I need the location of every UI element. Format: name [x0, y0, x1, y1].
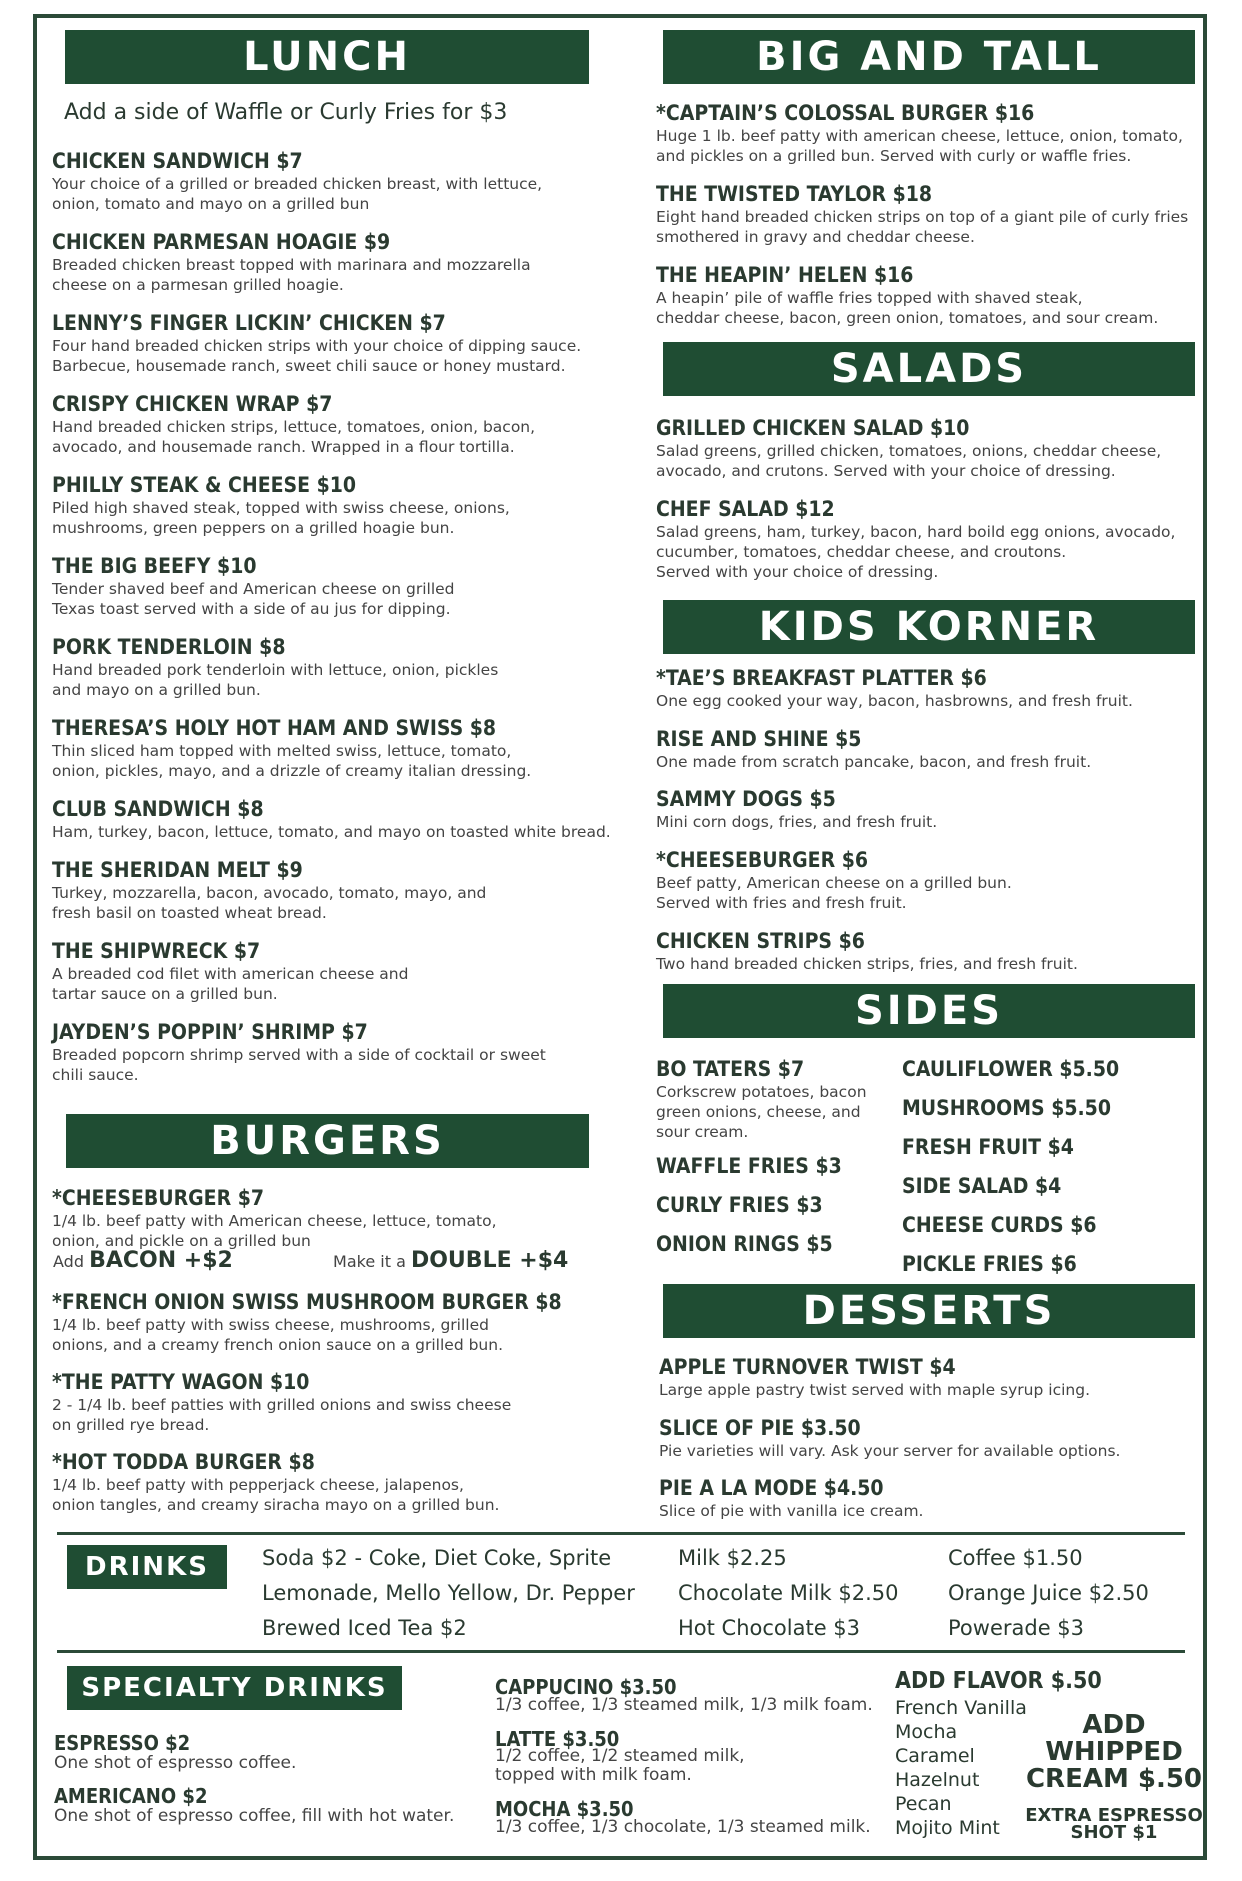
espresso-desc: One shot of espresso coffee. — [54, 1753, 297, 1773]
drink-item: Powerade $3 — [948, 1616, 1085, 1640]
mocha-desc: 1/3 coffee, 1/3 chocolate, 1/3 steamed milk. — [495, 1817, 871, 1837]
latte-desc: 1/2 coffee, 1/2 steamed milk, topped with milk foam. — [495, 1746, 745, 1785]
menu-item-title: LENNY’S FINGER LICKIN’ CHICKEN $7 — [52, 311, 446, 335]
kids-header: KIDS KORNER — [663, 600, 1195, 654]
menu-item-title: THE HEAPIN’ HELEN $16 — [656, 263, 914, 287]
menu-item-desc: Piled high shaved steak, topped with swiss cheese, onions, mushrooms, green peppers on a grilled hoagie bun. — [52, 499, 510, 537]
side-item: PICKLE FRIES $6 — [902, 1252, 1077, 1276]
menu-item-desc: 1/4 lb. beef patty with American cheese, lettuce, tomato, onion, and pickle on a grilled bun — [52, 1212, 497, 1250]
side-bo-taters-desc: Corkscrew potatoes, bacon green onions, cheese, and sour cream. — [656, 1083, 867, 1141]
menu-item-desc: Hand breaded chicken strips, lettuce, tomatoes, onion, bacon, avocado, and housemade ranch. Wrapped in a flour tortilla. — [52, 418, 536, 456]
menu-item-desc: One made from scratch pancake, bacon, and fresh fruit. — [656, 753, 1092, 771]
menu-item-desc: Tender shaved beef and American cheese on grilled Texas toast served with a side of au jus for dipping. — [52, 580, 455, 618]
menu-item-desc: A breaded cod filet with american cheese and tartar sauce on a grilled bun. — [52, 965, 409, 1003]
menu-item-title: *TAE’S BREAKFAST PLATTER $6 — [656, 666, 987, 690]
flavor-title: ADD FLAVOR $.50 — [895, 1668, 1102, 1694]
menu-item-title: CHICKEN PARMESAN HOAGIE $9 — [52, 230, 391, 254]
menu-item-desc: Beef patty, American cheese on a grilled bun. Served with fries and fresh fruit. — [656, 874, 1012, 912]
menu-item-desc: Ham, turkey, bacon, lettuce, tomato, and mayo on toasted white bread. — [52, 823, 611, 841]
cappucino-desc: 1/3 coffee, 1/3 steamed milk, 1/3 milk foam. — [495, 1695, 873, 1715]
side-item: CHEESE CURDS $6 — [902, 1213, 1097, 1237]
side-item: MUSHROOMS $5.50 — [902, 1096, 1111, 1120]
menu-item-title: *CHEESEBURGER $6 — [656, 848, 868, 872]
addon-bacon: BACON +$2 — [89, 1248, 233, 1273]
side-item: WAFFLE FRIES $3 — [656, 1154, 842, 1178]
drink-item: Coffee $1.50 — [948, 1546, 1083, 1570]
menu-item-title: CHICKEN SANDWICH $7 — [52, 149, 303, 173]
menu-item-title: CHICKEN STRIPS $6 — [656, 929, 865, 953]
menu-item-desc: A heapin’ pile of waffle fries topped with shaved steak, cheddar cheese, bacon, green onion, tomatoes, and sour cream. — [656, 289, 1159, 327]
latte-title: LATTE $3.50 — [495, 1727, 620, 1751]
big-and-tall-header: BIG AND TALL — [663, 30, 1195, 84]
menu-item-title: THE BIG BEEFY $10 — [52, 554, 257, 578]
salads-header: SALADS — [663, 342, 1195, 396]
menu-item-title: PORK TENDERLOIN $8 — [52, 635, 286, 659]
flavor-item: Mojito Mint — [895, 1817, 1000, 1839]
burgers-header: BURGERS — [66, 1114, 589, 1168]
americano-desc: One shot of espresso coffee, fill with hot water. — [54, 1806, 455, 1826]
whipped-cream: ADD WHIPPED CREAM $.50 — [1025, 1710, 1203, 1794]
menu-item-title: *CAPTAIN’S COLOSSAL BURGER $16 — [656, 101, 1035, 125]
flavor-item: Caramel — [895, 1745, 975, 1767]
menu-item-desc: 1/4 lb. beef patty with pepperjack cheese, jalapenos, onion tangles, and creamy siracha mayo on a grilled bun. — [52, 1476, 500, 1514]
side-item: ONION RINGS $5 — [656, 1232, 833, 1256]
menu-item-title: *FRENCH ONION SWISS MUSHROOM BURGER $8 — [52, 1290, 562, 1314]
divider-top — [57, 1532, 1185, 1535]
sides-header: SIDES — [663, 984, 1195, 1038]
menu-item-title: APPLE TURNOVER TWIST $4 — [659, 1355, 956, 1379]
addon-make-label: Make it a — [333, 1252, 406, 1271]
addon-double: DOUBLE +$4 — [410, 1248, 569, 1273]
menu-item-desc: Mini corn dogs, fries, and fresh fruit. — [656, 813, 938, 831]
drink-item: Brewed Iced Tea $2 — [262, 1616, 467, 1640]
menu-item-title: CHEF SALAD $12 — [656, 497, 835, 521]
menu-item-title: THERESA’S HOLY HOT HAM AND SWISS $8 — [52, 716, 497, 740]
burger-addons — [53, 1248, 613, 1278]
desserts-header: DESSERTS — [663, 1284, 1195, 1338]
side-item: CURLY FRIES $3 — [656, 1193, 823, 1217]
drink-item: Hot Chocolate $3 — [678, 1616, 861, 1640]
menu-item-desc: Eight hand breaded chicken strips on top of a giant pile of curly fries smothered in gravy and cheddar cheese. — [656, 208, 1189, 246]
divider-bottom — [57, 1650, 1185, 1653]
extra-espresso-shot: EXTRA ESPRESSO SHOT $1 — [1025, 1805, 1203, 1843]
menu-item-desc: Breaded chicken breast topped with marinara and mozzarella cheese on a parmesan grilled hoagie. — [52, 256, 531, 294]
drink-item: Lemonade, Mello Yellow, Dr. Pepper — [262, 1581, 635, 1605]
flavor-item: Mocha — [895, 1721, 958, 1743]
menu-item-desc: 2 - 1/4 lb. beef patties with grilled onions and swiss cheese on grilled rye bread. — [52, 1396, 512, 1434]
flavor-item: Hazelnut — [895, 1769, 980, 1791]
menu-item-desc: Large apple pastry twist served with maple syrup icing. — [659, 1381, 1090, 1399]
drink-item: Soda $2 - Coke, Diet Coke, Sprite — [262, 1546, 612, 1570]
menu-item-title: SAMMY DOGS $5 — [656, 787, 836, 811]
menu-item-desc: Breaded popcorn shrimp served with a side of cocktail or sweet chili sauce. — [52, 1046, 546, 1084]
menu-item-title: RISE AND SHINE $5 — [656, 727, 862, 751]
mocha-title: MOCHA $3.50 — [495, 1797, 634, 1821]
menu-item-desc: Salad greens, grilled chicken, tomatoes, onions, cheddar cheese, avocado, and crutons. Served with your choice of dressing. — [656, 442, 1162, 480]
menu-item-desc: Slice of pie with vanilla ice cream. — [659, 1502, 924, 1520]
side-item: CAULIFLOWER $5.50 — [902, 1057, 1120, 1081]
menu-item-desc: Pie varieties will vary. Ask your server for available options. — [659, 1442, 1121, 1460]
menu-item-title: PHILLY STEAK & CHEESE $10 — [52, 473, 357, 497]
menu-item-title: SLICE OF PIE $3.50 — [659, 1416, 861, 1440]
lunch-side-note: Add a side of Waffle or Curly Fries for $3 — [64, 100, 508, 125]
menu-item-desc: Hand breaded pork tenderloin with lettuce, onion, pickles and mayo on a grilled bun. — [52, 661, 499, 699]
menu-item-title: *HOT TODDA BURGER $8 — [52, 1450, 315, 1474]
menu-item-desc: One egg cooked your way, bacon, hasbrowns, and fresh fruit. — [656, 692, 1133, 710]
menu-item-title: CLUB SANDWICH $8 — [52, 797, 264, 821]
menu-item-title: *THE PATTY WAGON $10 — [52, 1370, 310, 1394]
menu-item-title: *CHEESEBURGER $7 — [52, 1186, 264, 1210]
menu-item-title: PIE A LA MODE $4.50 — [659, 1476, 884, 1500]
menu-item-desc: Four hand breaded chicken strips with your choice of dipping sauce. Barbecue, housemade ranch, sweet chili sauce or honey mustard. — [52, 337, 582, 375]
menu-item-desc: Turkey, mozzarella, bacon, avocado, tomato, mayo, and fresh basil on toasted wheat bread. — [52, 884, 487, 922]
americano-title: AMERICANO $2 — [54, 1784, 208, 1808]
drink-item: Milk $2.25 — [678, 1546, 787, 1570]
drinks-header: DRINKS — [67, 1545, 227, 1589]
drink-item: Chocolate Milk $2.50 — [678, 1581, 899, 1605]
menu-item-desc: Your choice of a grilled or breaded chicken breast, with lettuce, onion, tomato and mayo on a grilled bun — [52, 175, 543, 213]
drink-item: Orange Juice $2.50 — [948, 1581, 1149, 1605]
menu-item-desc: Salad greens, ham, turkey, bacon, hard boild egg onions, avocado, cucumber, tomatoes, cheddar cheese, and croutons. Served with your choice of dressing. — [656, 523, 1176, 581]
menu-item-title: THE TWISTED TAYLOR $18 — [656, 182, 933, 206]
menu-item-title: GRILLED CHICKEN SALAD $10 — [656, 416, 970, 440]
menu-item-title: THE SHIPWRECK $7 — [52, 939, 261, 963]
menu-item-desc: Thin sliced ham topped with melted swiss, lettuce, tomato, onion, pickles, mayo, and a drizzle of creamy italian dressing. — [52, 742, 532, 780]
espresso-title: ESPRESSO $2 — [54, 1731, 191, 1755]
menu-item-title: THE SHERIDAN MELT $9 — [52, 858, 303, 882]
menu-item-title: JAYDEN’S POPPIN’ SHRIMP $7 — [52, 1020, 368, 1044]
side-bo-taters: BO TATERS $7 — [656, 1057, 805, 1081]
menu-item-desc: Two hand breaded chicken strips, fries, and fresh fruit. — [656, 955, 1078, 973]
cappucino-title: CAPPUCINO $3.50 — [495, 1675, 677, 1699]
menu-item-desc: Huge 1 lb. beef patty with american cheese, lettuce, onion, tomato, and pickles on a grilled bun. Served with curly or waffle fries. — [656, 127, 1183, 165]
menu-item-title: CRISPY CHICKEN WRAP $7 — [52, 392, 333, 416]
side-item: FRESH FRUIT $4 — [902, 1135, 1074, 1159]
specialty-header: SPECIALTY DRINKS — [67, 1666, 402, 1710]
side-item: SIDE SALAD $4 — [902, 1174, 1062, 1198]
menu-item-desc: 1/4 lb. beef patty with swiss cheese, mushrooms, grilled onions, and a creamy french onion sauce on a grilled bun. — [52, 1316, 504, 1354]
lunch-header: LUNCH — [65, 30, 589, 84]
flavor-item: Pecan — [895, 1793, 952, 1815]
addon-add-label: Add — [53, 1252, 84, 1271]
flavor-item: French Vanilla — [895, 1697, 1027, 1719]
